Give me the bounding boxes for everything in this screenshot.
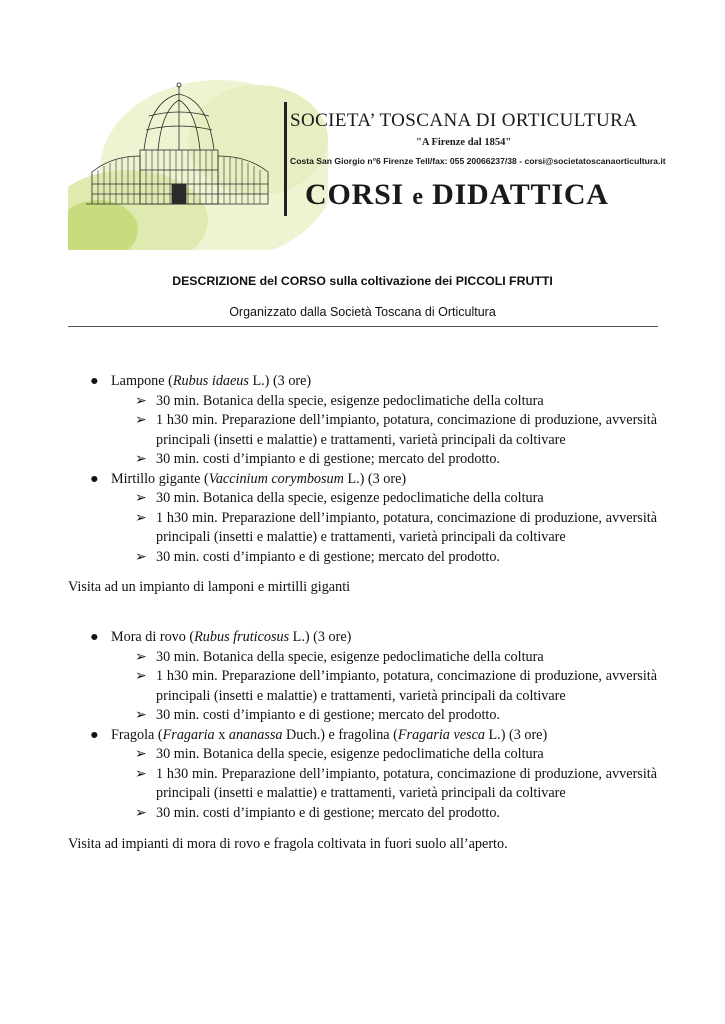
visit-note-1: Visita ad un impianto di lamponi e mirtilli giganti <box>68 579 351 595</box>
bullet-icon: ● <box>90 470 99 487</box>
fruit-mirtillo <box>0 470 725 490</box>
arrow-bullet-icon: ➢ <box>135 451 147 467</box>
module-text: 30 min. costi d’impianto e di gestione; mercato del prodotto. <box>156 707 500 723</box>
module-item <box>0 667 725 706</box>
fruit-name: Fragola ( <box>111 726 163 743</box>
arrow-bullet-icon: ➢ <box>135 707 147 723</box>
arrow-bullet-icon: ➢ <box>135 392 147 409</box>
arrow-bullet-icon: ➢ <box>135 648 147 665</box>
arrow-bullet-icon: ➢ <box>135 765 147 782</box>
section-heading-conjunction: e <box>412 184 424 210</box>
module-text: 1 h30 min. Preparazione dell’impianto, potatura, concimazione di produzione, avversità principali (insetti e malattie) e trattamenti, varietà principali da coltivare <box>156 668 657 704</box>
fruit-lampone <box>0 372 725 392</box>
module-text: 30 min. Botanica della specie, esigenze pedoclimatiche della coltura <box>156 392 544 409</box>
course-title: DESCRIZIONE del CORSO sulla coltivazione dei PICCOLI FRUTTI <box>172 274 553 288</box>
letterhead <box>68 80 668 250</box>
fruit-name-joiner: Duch.) e fragolina ( <box>282 726 398 743</box>
section-heading-part-b: DIDATTICA <box>432 178 609 211</box>
arrow-bullet-icon: ➢ <box>135 668 147 684</box>
arrow-bullet-icon: ➢ <box>135 804 147 821</box>
fruit-duration: L.) (3 ore) <box>484 726 548 743</box>
bullet-icon: ● <box>90 726 99 743</box>
module-text: 30 min. costi d’impianto e di gestione; mercato del prodotto. <box>156 548 500 565</box>
module-text: 1 h30 min. Preparazione dell’impianto, potatura, concimazione di produzione, avversità principali (insetti e malattie) e trattamenti, varietà principali da coltivare <box>156 765 657 801</box>
section-heading-part-a: CORSI <box>305 178 405 211</box>
organization-name: SOCIETA’ TOSCANA DI ORTICULTURA <box>290 110 638 131</box>
module-item <box>0 450 725 470</box>
module-text: 30 min. costi d’impianto e di gestione; mercato del prodotto. <box>156 451 500 467</box>
greenhouse-logo <box>68 80 328 250</box>
section-heading <box>305 178 609 212</box>
course-block-2 <box>0 628 725 823</box>
module-text: 30 min. Botanica della specie, esigenze pedoclimatiche della coltura <box>156 746 544 762</box>
module-item <box>0 489 725 509</box>
arrow-bullet-icon: ➢ <box>135 746 147 762</box>
latin-name: Fragaria <box>162 726 215 743</box>
fruit-fragola <box>0 726 725 746</box>
module-text: 30 min. costi d’impianto e di gestione; mercato del prodotto. <box>156 804 500 821</box>
latin-name: Fragaria vesca <box>397 726 485 743</box>
module-item <box>0 706 725 726</box>
fruit-mora <box>0 628 725 648</box>
module-item <box>0 745 725 765</box>
arrow-bullet-icon: ➢ <box>135 509 147 526</box>
fruit-duration: L.) (3 ore) <box>289 629 352 645</box>
module-item <box>0 548 725 568</box>
fruit-name: Lampone ( <box>111 373 173 389</box>
fruit-name-joiner: x <box>214 726 229 743</box>
fruit-name: Mora di rovo ( <box>111 629 195 645</box>
organization-contact: Costa San Giorgio n°6 Firenze Tell/fax: 055 20066237/38 - corsi@societatoscanaorticultura.it <box>290 156 666 166</box>
fruit-duration: L.) (3 ore) <box>343 470 407 487</box>
module-item <box>0 804 725 824</box>
module-item <box>0 392 725 412</box>
latin-name: ananassa <box>228 726 283 743</box>
latin-name: Rubus fruticosus <box>194 629 290 645</box>
fruit-name: Mirtillo gigante ( <box>111 470 209 487</box>
module-text: 30 min. Botanica della specie, esigenze pedoclimatiche della coltura <box>156 648 544 665</box>
module-item <box>0 509 725 548</box>
arrow-bullet-icon: ➢ <box>135 548 147 565</box>
organization-tagline: "A Firenze dal 1854" <box>416 137 512 148</box>
module-text: 1 h30 min. Preparazione dell’impianto, potatura, concimazione di produzione, avversità principali (insetti e malattie) e trattamenti, varietà principali da coltivare <box>156 509 657 545</box>
bullet-icon: ● <box>90 373 99 389</box>
visit-note-2: Visita ad impianti di mora di rovo e fragola coltivata in fuori suolo all’aperto. <box>68 836 508 852</box>
module-text: 1 h30 min. Preparazione dell’impianto, potatura, concimazione di produzione, avversità principali (insetti e malattie) e trattamenti, varietà principali da coltivare <box>156 412 657 448</box>
arrow-bullet-icon: ➢ <box>135 490 147 506</box>
arrow-bullet-icon: ➢ <box>135 412 147 428</box>
latin-name: Vaccinium corymbosum <box>208 470 344 487</box>
latin-name: Rubus idaeus <box>172 373 249 389</box>
module-item <box>0 648 725 668</box>
module-item <box>0 765 725 804</box>
title-divider <box>68 326 658 327</box>
fruit-duration: L.) (3 ore) <box>248 373 312 389</box>
course-subtitle: Organizzato dalla Società Toscana di Orticultura <box>229 305 496 319</box>
letterhead-divider <box>284 102 287 216</box>
bullet-icon: ● <box>90 629 99 645</box>
course-block-1 <box>0 372 725 567</box>
module-text: 30 min. Botanica della specie, esigenze pedoclimatiche della coltura <box>156 490 544 506</box>
module-item <box>0 411 725 450</box>
